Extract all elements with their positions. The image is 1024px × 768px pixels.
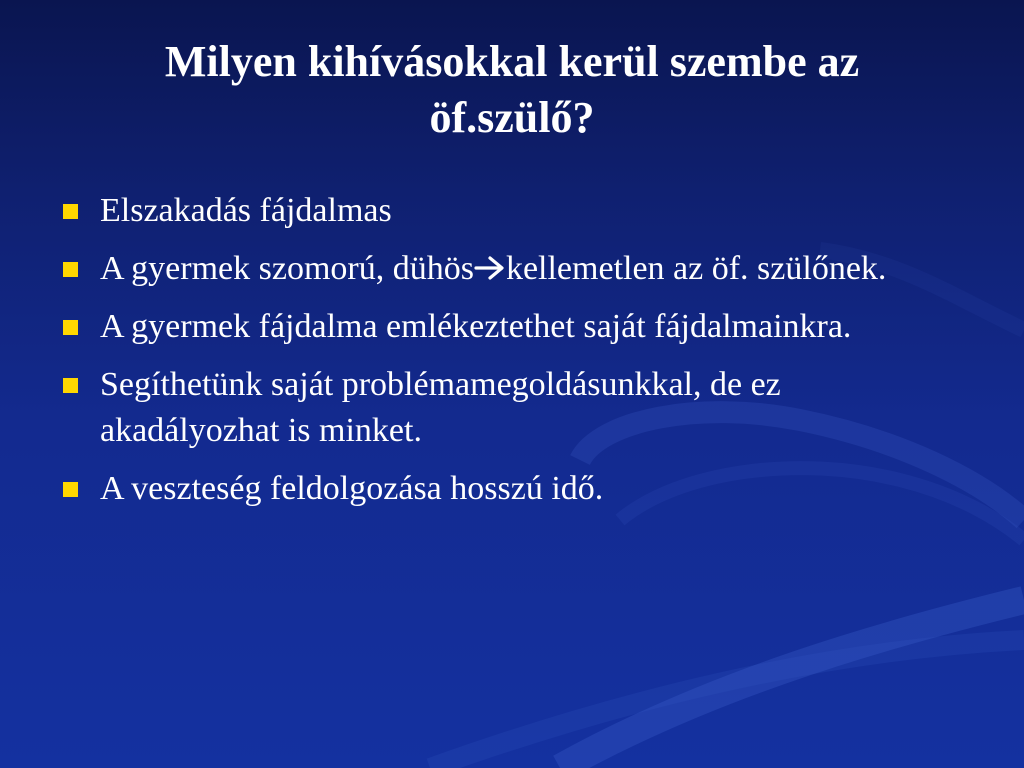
slide-title-line-2: öf.szülő? xyxy=(429,93,595,142)
bullet-text: A veszteség feldolgozása hosszú idő. xyxy=(100,470,604,507)
bullet-item xyxy=(60,246,960,292)
bullet-text-before-arrow: A gyermek szomorú, dühös xyxy=(100,250,474,287)
bullet-item xyxy=(60,466,960,512)
bullet-item xyxy=(60,362,960,454)
square-bullet-icon xyxy=(63,378,78,393)
bullet-text: A gyermek fájdalma emlékeztethet saját fájdalmainkra. xyxy=(100,308,852,345)
square-bullet-icon xyxy=(63,262,78,277)
bullet-item xyxy=(60,304,960,350)
right-arrow-icon xyxy=(474,255,506,281)
square-bullet-icon xyxy=(63,204,78,219)
slide-title xyxy=(0,34,1024,146)
square-bullet-icon xyxy=(63,320,78,335)
bullet-text-after-arrow: kellemetlen az öf. szülőnek. xyxy=(505,250,887,287)
bullet-item xyxy=(60,188,960,234)
slide-title-line-1: Milyen kihívásokkal kerül szembe az xyxy=(164,37,860,86)
bullet-text: Elszakadás fájdalmas xyxy=(100,192,392,229)
square-bullet-icon xyxy=(63,482,78,497)
bullet-text: Segíthetünk saját problémamegoldásunkkal, de ez akadályozhat is minket. xyxy=(100,366,781,449)
bullet-list xyxy=(60,188,960,524)
